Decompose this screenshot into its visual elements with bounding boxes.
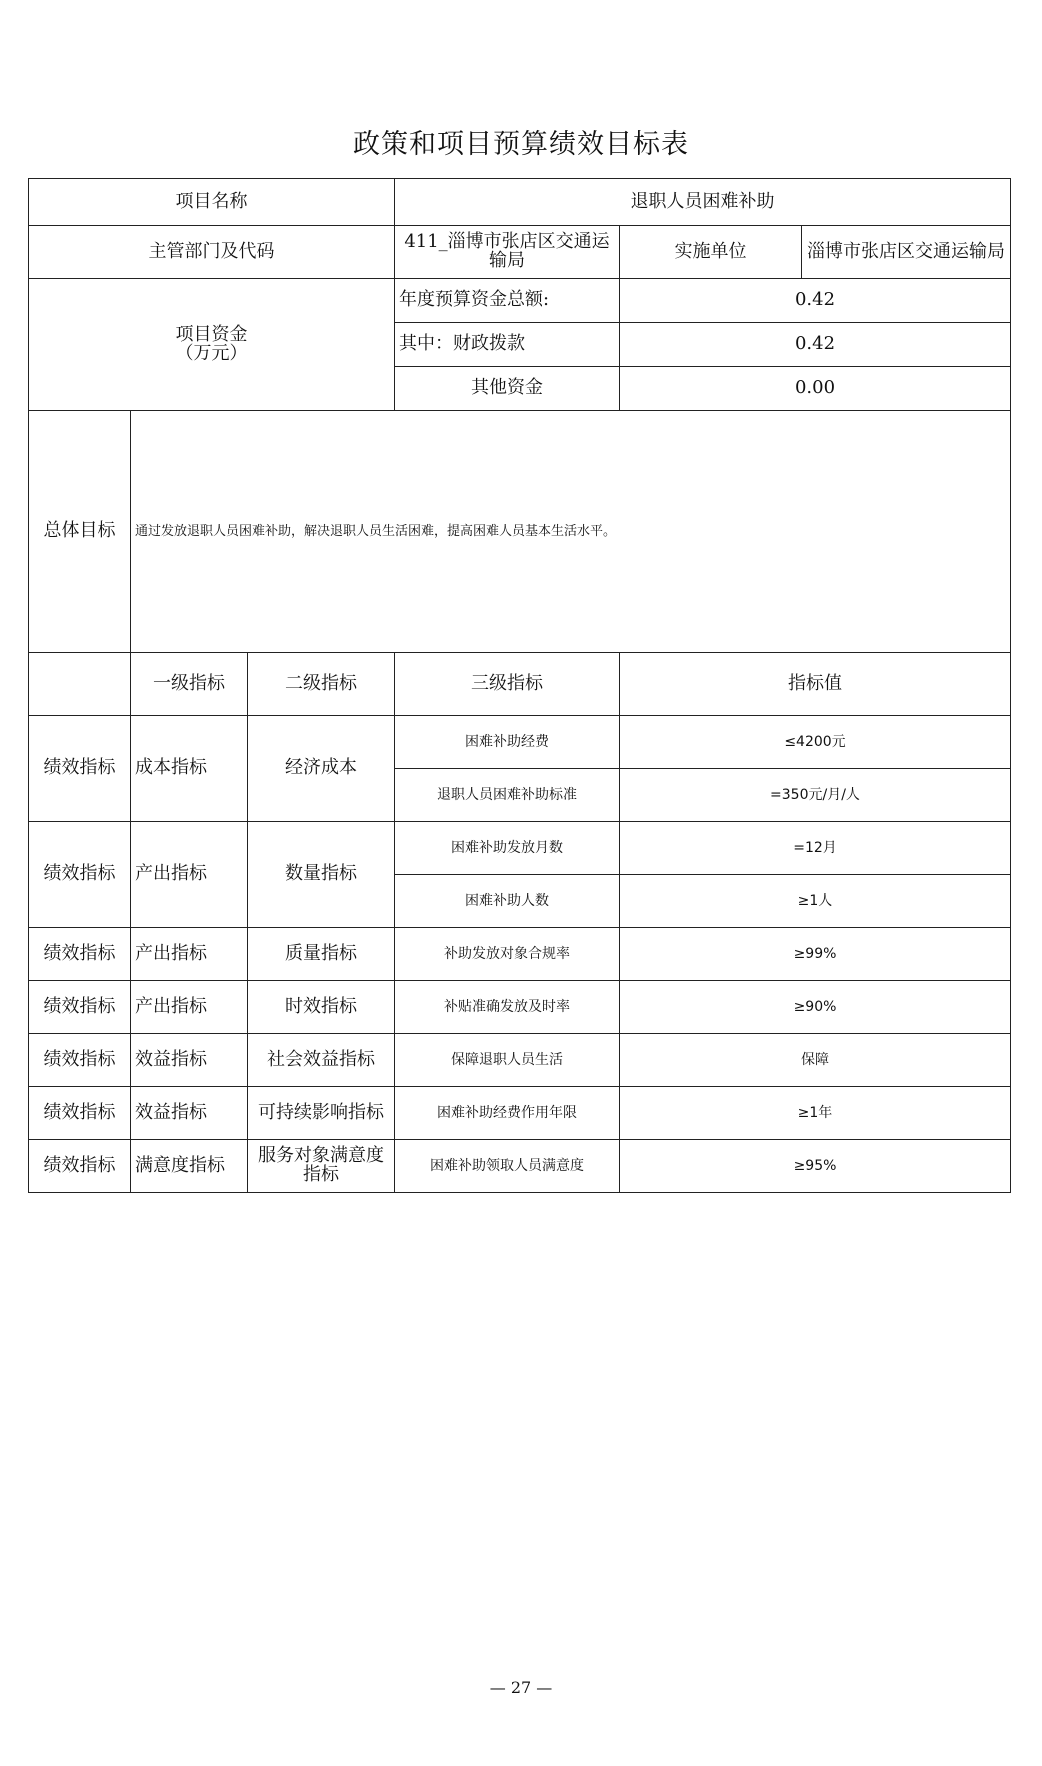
table-row	[29, 981, 1011, 1034]
funds-unit: （万元）	[175, 342, 248, 364]
table-row	[29, 1087, 1011, 1140]
funds-fiscal-value: 0.42	[620, 323, 1011, 367]
indicator-value: ≥99%	[620, 928, 1011, 981]
funds-total-value: 0.42	[620, 279, 1011, 323]
overall-goal-label: 总体目标	[29, 411, 131, 653]
indicator-level1: 产出指标	[131, 822, 248, 928]
indicator-level1: 产出指标	[131, 981, 248, 1034]
project-name-label: 项目名称	[29, 179, 395, 226]
indicator-level2: 时效指标	[248, 981, 395, 1034]
indicator-group: 绩效指标	[29, 822, 131, 928]
funds-other-value: 0.00	[620, 367, 1011, 411]
overall-goal-row	[29, 411, 1011, 653]
header-level1: 一级指标	[131, 653, 248, 716]
department-label: 主管部门及代码	[29, 226, 395, 279]
indicator-value: ≥1年	[620, 1087, 1011, 1140]
indicator-level2: 数量指标	[248, 822, 395, 928]
indicator-value: ≤4200元	[620, 716, 1011, 769]
implementing-unit-value: 淄博市张店区交通运输局	[802, 226, 1011, 279]
indicator-value: ≥90%	[620, 981, 1011, 1034]
indicator-level1: 满意度指标	[131, 1140, 248, 1193]
department-row	[29, 226, 1011, 279]
page-title: 政策和项目预算绩效目标表	[353, 129, 689, 160]
indicator-group: 绩效指标	[29, 1087, 131, 1140]
indicator-level2: 社会效益指标	[248, 1034, 395, 1087]
overall-goal-text: 通过发放退职人员困难补助，解决退职人员生活困难，提高困难人员基本生活水平。	[131, 411, 1011, 653]
indicator-level3: 困难补助人数	[395, 875, 620, 928]
table-row	[29, 822, 1011, 875]
indicator-value: ≥95%	[620, 1140, 1011, 1193]
indicator-value: =350元/月/人	[620, 769, 1011, 822]
indicator-level1: 产出指标	[131, 928, 248, 981]
indicator-group: 绩效指标	[29, 928, 131, 981]
indicator-group: 绩效指标	[29, 716, 131, 822]
funds-other-label: 其他资金	[395, 367, 620, 411]
indicator-level3: 补助发放对象合规率	[395, 928, 620, 981]
header-blank	[29, 653, 131, 716]
indicator-level2: 质量指标	[248, 928, 395, 981]
indicator-value: 保障	[620, 1034, 1011, 1087]
indicator-level1: 成本指标	[131, 716, 248, 822]
indicator-group: 绩效指标	[29, 1034, 131, 1087]
indicator-level1: 效益指标	[131, 1087, 248, 1140]
indicator-value: =12月	[620, 822, 1011, 875]
table-row	[29, 1034, 1011, 1087]
table-row	[29, 1140, 1011, 1193]
indicator-level2: 服务对象满意度指标	[248, 1140, 395, 1193]
indicator-level3: 补贴准确发放及时率	[395, 981, 620, 1034]
header-level2: 二级指标	[248, 653, 395, 716]
indicator-header-row	[29, 653, 1011, 716]
indicator-group: 绩效指标	[29, 981, 131, 1034]
indicator-level3: 困难补助经费作用年限	[395, 1087, 620, 1140]
indicator-level3: 困难补助领取人员满意度	[395, 1140, 620, 1193]
indicator-level3: 保障退职人员生活	[395, 1034, 620, 1087]
project-name-value: 退职人员困难补助	[395, 179, 1011, 226]
indicator-level3: 困难补助发放月数	[395, 822, 620, 875]
table-row	[29, 716, 1011, 769]
indicator-value: ≥1人	[620, 875, 1011, 928]
indicator-group: 绩效指标	[29, 1140, 131, 1193]
indicator-level2: 经济成本	[248, 716, 395, 822]
funds-fiscal-label: 其中：财政拨款	[395, 323, 620, 367]
funds-row	[29, 279, 1011, 323]
indicator-level3: 困难补助经费	[395, 716, 620, 769]
department-value: 411_淄博市张店区交通运输局	[395, 226, 620, 279]
header-level3: 三级指标	[395, 653, 620, 716]
funds-label-text: 项目资金	[175, 323, 248, 345]
header-value: 指标值	[620, 653, 1011, 716]
indicator-level3: 退职人员困难补助标准	[395, 769, 620, 822]
table-row	[29, 928, 1011, 981]
funds-total-label: 年度预算资金总额:	[395, 279, 620, 323]
project-name-row	[29, 179, 1011, 226]
implementing-unit-label: 实施单位	[620, 226, 802, 279]
performance-target-table	[28, 178, 1011, 1193]
funds-label	[29, 279, 395, 411]
indicator-level1: 效益指标	[131, 1034, 248, 1087]
page-number: — 27 —	[489, 1678, 553, 1697]
indicator-level2: 可持续影响指标	[248, 1087, 395, 1140]
